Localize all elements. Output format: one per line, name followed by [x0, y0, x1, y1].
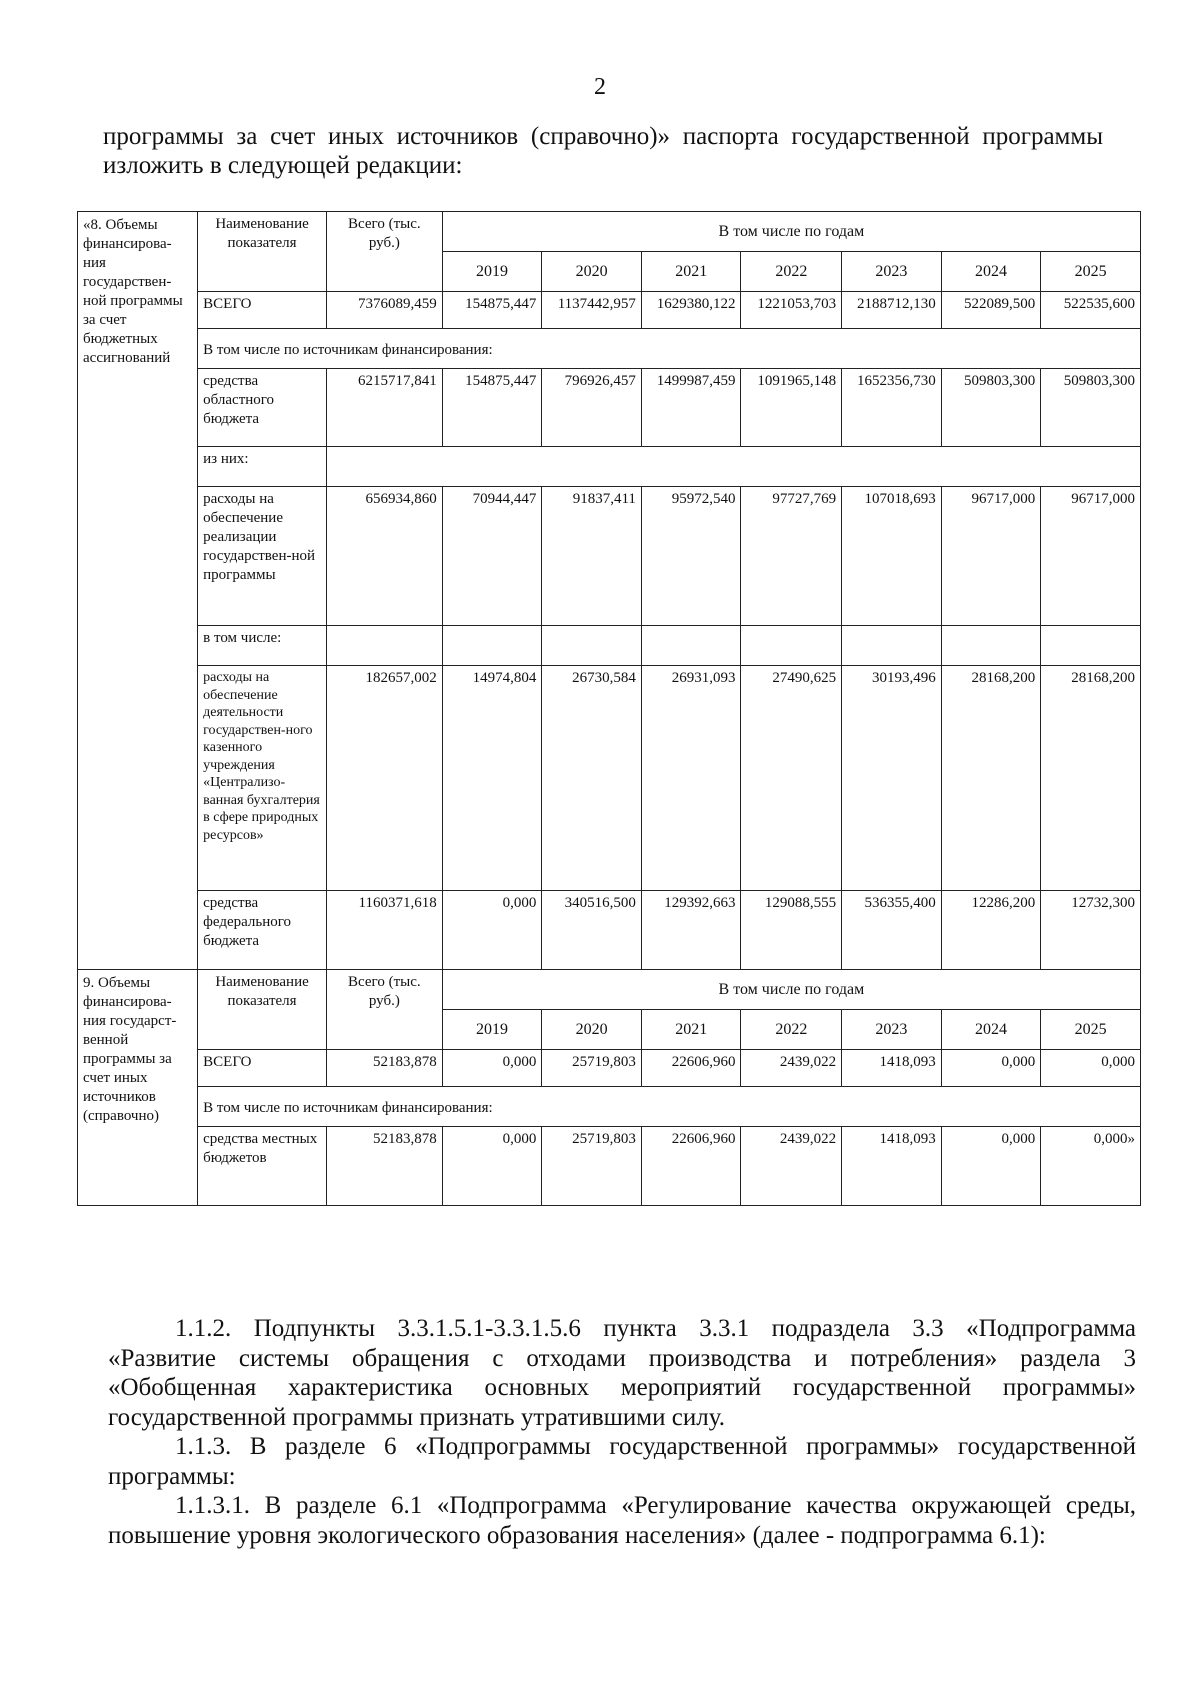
cell-value: 0,000: [941, 1050, 1041, 1087]
cell-value: 96717,000: [1041, 487, 1141, 626]
empty-cell: [442, 626, 542, 666]
cell-value: 1629380,122: [641, 292, 741, 329]
cell-value: 26730,584: [542, 666, 642, 891]
empty-cell: [641, 626, 741, 666]
year-header: 2020: [542, 1010, 642, 1050]
cell-value: 509803,300: [941, 369, 1041, 447]
empty-cell: [542, 626, 642, 666]
cell-value: 340516,500: [542, 891, 642, 970]
cell-value: 1499987,459: [641, 369, 741, 447]
cell-value: 30193,496: [842, 666, 942, 891]
row-name: ВСЕГО: [198, 292, 327, 329]
body-text: [108, 1314, 1136, 1550]
table-row: [78, 1050, 1141, 1087]
row-name: средства областного бюджета: [198, 369, 327, 447]
year-header: 2020: [542, 252, 642, 292]
cell-value: 27490,625: [741, 666, 842, 891]
cell-value: 0,000»: [1041, 1127, 1141, 1206]
year-header: 2022: [741, 252, 842, 292]
cell-value: 0,000: [442, 1127, 542, 1206]
row-total: 656934,860: [326, 487, 442, 626]
year-header: 2023: [842, 252, 942, 292]
table-row: [78, 1087, 1141, 1127]
col-header-years: В том числе по годам: [442, 970, 1140, 1010]
table-row: [78, 212, 1141, 252]
empty-cell: [842, 626, 942, 666]
col-header-total: Всего (тыс. руб.): [326, 970, 442, 1050]
cell-value: 522535,600: [1041, 292, 1141, 329]
cell-value: 1137442,957: [542, 292, 642, 329]
row-total: 7376089,459: [326, 292, 442, 329]
of-them-caption: из них:: [198, 447, 327, 487]
row-name: расходы на обеспечение реализации государствен-ной программы: [198, 487, 327, 626]
cell-value: 0,000: [941, 1127, 1041, 1206]
cell-value: 0,000: [1041, 1050, 1141, 1087]
intro-line-1: программы за счет иных источников (справочно)» паспорта государственной программы: [103, 123, 1103, 150]
cell-value: 1652356,730: [842, 369, 942, 447]
sources-caption: В том числе по источникам финансирования:: [198, 329, 1141, 369]
empty-cell: [326, 626, 442, 666]
row-name: расходы на обеспечение деятельности государствен-ного казенного учреждения «Централизо-ванная бухгалтерия в сфере природных ресурсов»: [198, 666, 327, 891]
intro-text: [103, 122, 1103, 180]
table-row: [78, 666, 1141, 891]
cell-value: 1221053,703: [741, 292, 842, 329]
cell-value: 154875,447: [442, 292, 542, 329]
cell-value: 28168,200: [1041, 666, 1141, 891]
cell-value: 25719,803: [542, 1127, 642, 1206]
row-total: 52183,878: [326, 1050, 442, 1087]
row-total: 182657,002: [326, 666, 442, 891]
cell-value: 2188712,130: [842, 292, 942, 329]
row-name: средства местных бюджетов: [198, 1127, 327, 1206]
cell-value: 2439,022: [741, 1127, 842, 1206]
cell-value: 536355,400: [842, 891, 942, 970]
empty-cell: [326, 447, 1140, 487]
cell-value: 14974,804: [442, 666, 542, 891]
financing-table: [77, 211, 1141, 1206]
intro-line-2: изложить в следующей редакции:: [103, 152, 463, 179]
cell-value: 95972,540: [641, 487, 741, 626]
year-header: 2023: [842, 1010, 942, 1050]
cell-value: 154875,447: [442, 369, 542, 447]
row-total: 6215717,841: [326, 369, 442, 447]
table-row: [78, 487, 1141, 626]
col-header-name: Наименование показателя: [198, 970, 327, 1050]
cell-value: 1091965,148: [741, 369, 842, 447]
col-header-total: Всего (тыс. руб.): [326, 212, 442, 292]
col-header-name: Наименование показателя: [198, 212, 327, 292]
cell-value: 96717,000: [941, 487, 1041, 626]
paragraph-1-1-3: 1.1.3. В разделе 6 «Подпрограммы государственной программы» государственной программы:: [108, 1433, 1136, 1490]
row-name: средства федерального бюджета: [198, 891, 327, 970]
table-row: [78, 292, 1141, 329]
cell-value: 28168,200: [941, 666, 1041, 891]
year-header: 2019: [442, 252, 542, 292]
cell-value: 12732,300: [1041, 891, 1141, 970]
cell-value: 509803,300: [1041, 369, 1141, 447]
paragraph-1-1-3-1: 1.1.3.1. В разделе 6.1 «Подпрограмма «Регулирование качества окружающей среды, повышение уровня экологического образования населения» (далее - подпрограмма 6.1):: [108, 1492, 1136, 1549]
cell-value: 91837,411: [542, 487, 642, 626]
paragraph-1-1-2: 1.1.2. Подпункты 3.3.1.5.1-3.3.1.5.6 пункта 3.3.1 подраздела 3.3 «Подпрограмма «Развитие системы обращения с отходами производства и потребления» раздела 3 «Обобщенная характеристика основных мероприятий государственной программы» государственной программы признать утратившими силу.: [108, 1315, 1136, 1431]
table-row: [78, 970, 1141, 1010]
cell-value: 97727,769: [741, 487, 842, 626]
year-header: 2025: [1041, 1010, 1141, 1050]
cell-value: 1418,093: [842, 1050, 942, 1087]
empty-cell: [741, 626, 842, 666]
section-9-label: 9. Объемы финансирова-ния государст-венной программы за счет иных источников (справочно): [78, 970, 198, 1206]
table-row: [78, 1127, 1141, 1206]
cell-value: 0,000: [442, 891, 542, 970]
table-row: [78, 447, 1141, 487]
year-header: 2024: [941, 252, 1041, 292]
cell-value: 0,000: [442, 1050, 542, 1087]
cell-value: 26931,093: [641, 666, 741, 891]
col-header-years: В том числе по годам: [442, 212, 1140, 252]
including-caption: в том числе:: [198, 626, 327, 666]
sources-caption: В том числе по источникам финансирования:: [198, 1087, 1141, 1127]
empty-cell: [941, 626, 1041, 666]
row-name: ВСЕГО: [198, 1050, 327, 1087]
cell-value: 129088,555: [741, 891, 842, 970]
table-row: [78, 369, 1141, 447]
cell-value: 129392,663: [641, 891, 741, 970]
empty-cell: [1041, 626, 1141, 666]
year-header: 2021: [641, 252, 741, 292]
table-row: [78, 891, 1141, 970]
year-header: 2025: [1041, 252, 1141, 292]
cell-value: 1418,093: [842, 1127, 942, 1206]
cell-value: 796926,457: [542, 369, 642, 447]
year-header: 2022: [741, 1010, 842, 1050]
row-total: 1160371,618: [326, 891, 442, 970]
year-header: 2019: [442, 1010, 542, 1050]
year-header: 2021: [641, 1010, 741, 1050]
cell-value: 70944,447: [442, 487, 542, 626]
year-header: 2024: [941, 1010, 1041, 1050]
cell-value: 522089,500: [941, 292, 1041, 329]
table-row: [78, 329, 1141, 369]
page-number: 2: [594, 74, 606, 100]
cell-value: 22606,960: [641, 1050, 741, 1087]
section-8-label: «8. Объемы финансирова-ния государствен-ной программы за счет бюджетных ассигнований: [78, 212, 198, 970]
table-row: [78, 626, 1141, 666]
row-total: 52183,878: [326, 1127, 442, 1206]
cell-value: 107018,693: [842, 487, 942, 626]
cell-value: 25719,803: [542, 1050, 642, 1087]
cell-value: 12286,200: [941, 891, 1041, 970]
cell-value: 22606,960: [641, 1127, 741, 1206]
cell-value: 2439,022: [741, 1050, 842, 1087]
